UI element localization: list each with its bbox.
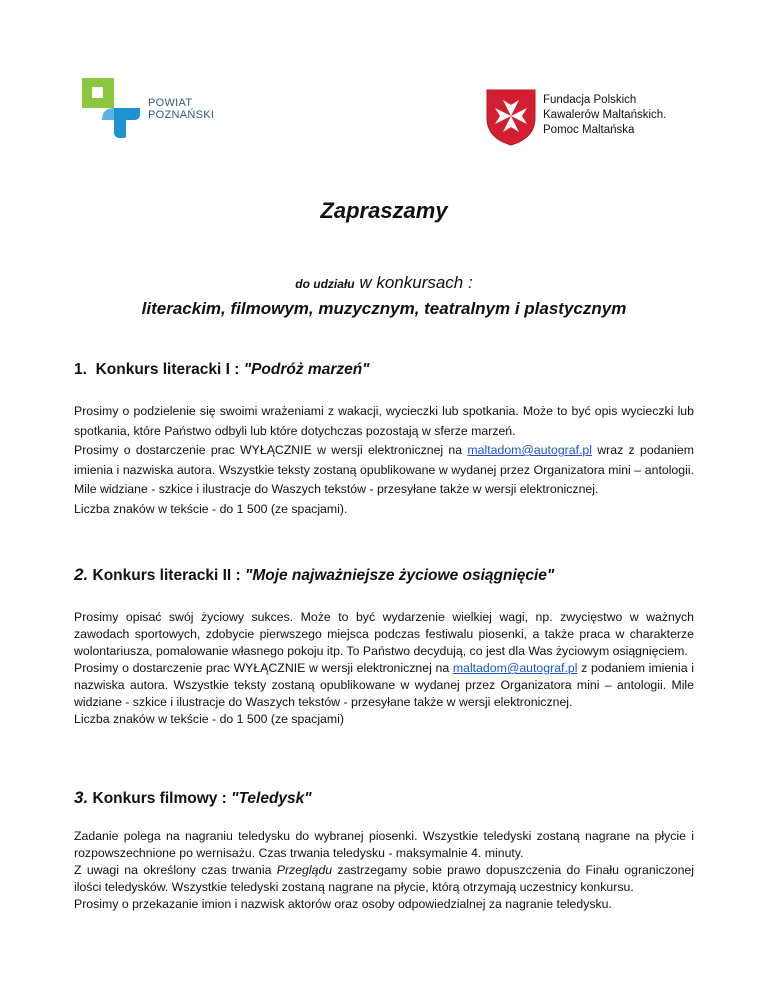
section-1-number: 1. [74,361,87,378]
section-2-p1: Prosimy opisać swój życiowy sukces. Może to być wydarzenie wielkiej wagi, np. zwycięstwo w ważnych zawodach sportowych, zdobycie pierwszego miejsca podczas festiwalu piosenki, a także praca w charakterze wolontariusza, pomalowanie własnego pokoju itp. To Państwo decydują, co jest dla Was życiowym osiągnięciem. [74,610,694,658]
section-3-number: 3. [74,788,89,807]
section-3-p2 [74,862,694,896]
page-title: Zapraszamy [320,198,448,223]
section-2-body [74,609,694,728]
fundacja-logo-text [543,93,666,138]
fundacja-logo [485,88,705,148]
section-2-label: Konkurs literacki II : [88,567,245,584]
section-1-p2a: Prosimy o dostarczenie prac WYŁĄCZNIE w wersji elektronicznej na [74,443,468,457]
section-3-p2b: zastrzegamy sobie prawo dopuszczenia do Finału ograniczonej ilości teledysków. Wszystkie teledyski zostaną nagrane na płycie, którą otrzymają uczestnicy konkursu. [74,863,694,894]
section-2-p2 [74,660,694,711]
section-1-p3: Liczba znaków w tekście - do 1 500 (ze spacjami). [74,501,348,516]
section-1-p2b: wraz z podaniem imienia i nazwiska autora. Wszystkie teksty zostaną opublikowane w wydanej przez Organizatora mini – antologii. Mile widziane - szkice i ilustracje do Waszych tekstów - przesyłane także w wersji elektronicznej. [74,443,694,496]
section-1-p1: Prosimy o podzielenie się swoimi wrażeniami z wakacji, wycieczki lub spotkania. Może to być opis wycieczki lub spotkania, które Państwo odbyli lub które dotychczas pozostają w sferze marzeń. [74,404,694,438]
section-2-number: 2. [74,565,89,584]
section-1-heading [74,361,370,379]
powiat-logo-line1: POWIAT [148,97,193,109]
fundacja-line3: Pomoc Maltańska [543,124,635,136]
fundacja-line2: Kawalerów Maltańskich. [543,109,667,121]
section-2-heading [74,565,554,585]
section-3-p1: Zadanie polega na nagraniu teledysku do wybranej piosenki. Wszystkie teledyski zostaną nagrane na płycie i rozpowszechnione po wernisażu. Czas trwania teledysku - maksymalnie 4. minuty. [74,829,694,860]
invite-rest-text: w konkursach : [354,273,473,292]
powiat-emblem-icon [82,78,144,138]
section-2-email-link[interactable]: maltadom@autograf.pl [452,661,578,675]
section-3-heading [74,788,312,808]
section-1-label: Konkurs literacki I : [95,361,244,378]
fundacja-line1: Fundacja Polskich [543,94,637,106]
section-1-quote: "Podróż marzeń" [243,361,370,378]
section-2-p2a: Prosimy o dostarczenie prac WYŁĄCZNIE w wersji elektronicznej na [74,661,453,675]
powiat-logo-text [148,97,214,121]
section-2-p2b: z podaniem imienia i nazwiska autora. Wszystkie teksty zostaną opublikowane w wydanej przez Organizatora mini – antologii. Mile widziane - szkice i ilustracje do Waszych tekstów - przesyłane także w wersji elektronicznej. [74,661,694,709]
section-3-label: Konkurs filmowy : [88,790,232,807]
section-3-body [74,828,694,913]
section-2-quote: "Moje najważniejsze życiowe osiągnięcie" [244,567,555,584]
section-3-p2-italic: Przeglądu [276,863,333,877]
section-1-p2 [74,441,694,500]
invite-line-2: literackim, filmowym, muzycznym, teatralnym i plastycznym [141,299,627,318]
section-1-body [74,402,694,519]
invite-line-1 [0,273,768,293]
invite-small-text: do udziału [295,277,355,291]
section-3-p3: Prosimy o przekazanie imion i nazwisk aktorów oraz osoby odpowiedzialnej za nagranie teledysku. [74,897,612,911]
powiat-poznanski-logo [82,78,232,138]
maltese-cross-shield-icon [485,88,537,146]
section-3-quote: "Teledysk" [231,790,312,807]
section-2-p3: Liczba znaków w tekście - do 1 500 (ze spacjami) [74,712,344,726]
section-3-p2a: Z uwagi na określony czas trwania [74,863,277,877]
section-1-email-link[interactable]: maltadom@autograf.pl [467,443,592,457]
powiat-logo-line2: POZNAŃSKI [148,109,215,121]
